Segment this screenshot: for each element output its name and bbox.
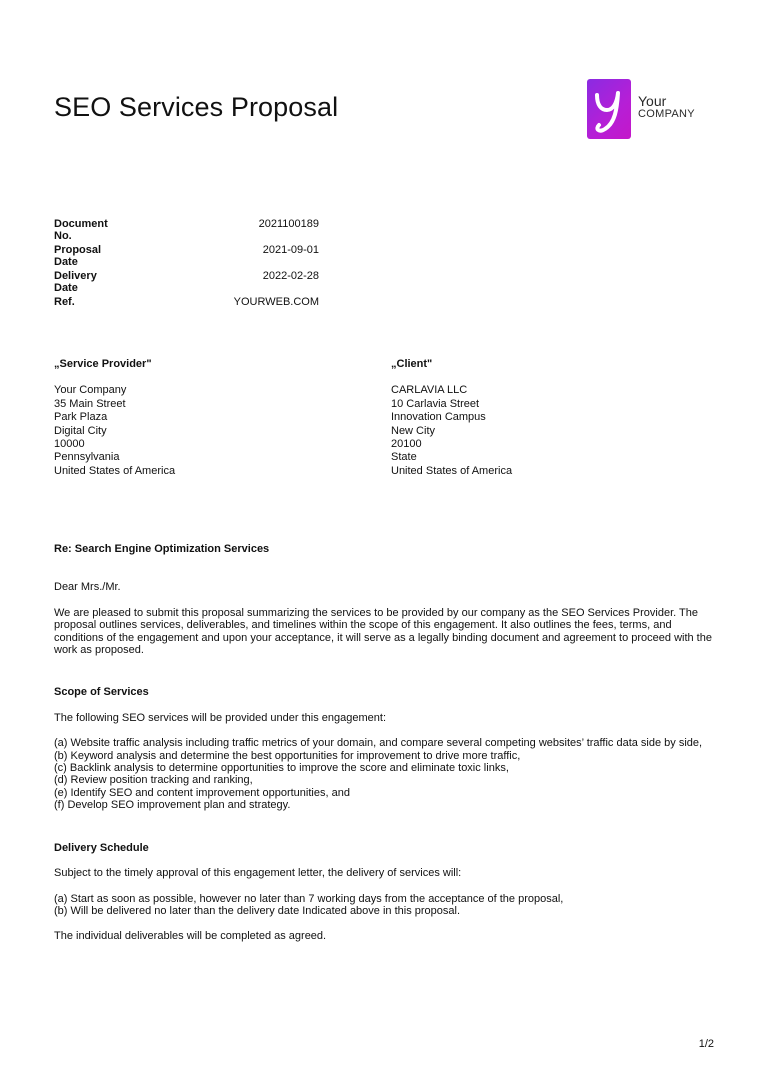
meta-value: 2021-09-01: [262, 244, 319, 256]
address-line: New City: [391, 424, 436, 437]
delivery-item: (a) Start as soon as possible, however no later than 7 working days from the acceptance of the proposal,: [54, 892, 564, 905]
party-heading: „Service Provider": [54, 358, 152, 370]
salutation: Dear Mrs./Mr.: [54, 581, 121, 594]
address-line: 35 Main Street: [54, 397, 126, 410]
delivery-closing: The individual deliverables will be completed as agreed.: [54, 930, 327, 943]
address-line: Digital City: [54, 424, 107, 437]
meta-value: 2022-02-28: [262, 270, 319, 282]
address-line: Pennsylvania: [54, 451, 120, 464]
logo-text-line2: COMPANY: [638, 108, 695, 120]
delivery-item: (b) Will be delivered no later than the delivery date Indicated above in this proposal.: [54, 904, 461, 917]
address-line: 10 Carlavia Street: [391, 397, 480, 410]
scope-item: (d) Review position tracking and ranking,: [54, 774, 253, 787]
address-line: CARLAVIA LLC: [391, 384, 468, 397]
meta-label: Delivery Date: [54, 270, 97, 294]
section-title-scope: Scope of Services: [54, 686, 149, 699]
address-line: 20100: [391, 438, 422, 451]
address-line: Innovation Campus: [391, 411, 486, 424]
service-provider-block: [54, 358, 175, 478]
company-logo: [587, 79, 717, 139]
address-line: United States of America: [54, 464, 176, 477]
address-line: Your Company: [54, 384, 127, 397]
address-line: United States of America: [391, 464, 513, 477]
client-block: [391, 358, 512, 478]
page-number: 1/2: [698, 1038, 714, 1050]
logo-text-line1: Your: [638, 93, 667, 109]
meta-label: Ref.: [54, 296, 75, 308]
address-line: 10000: [54, 438, 85, 451]
section-title-delivery: Delivery Schedule: [54, 841, 149, 854]
scope-lead: The following SEO services will be provided under this engagement:: [54, 711, 387, 724]
meta-value: 2021100189: [258, 218, 319, 230]
delivery-lead: Subject to the timely approval of this engagement letter, the delivery of services will:: [54, 867, 462, 880]
address-line: Park Plaza: [54, 411, 108, 424]
meta-label: Document No.: [54, 218, 108, 242]
intro-paragraph: We are pleased to submit this proposal summarizing the services to be provided by our company as the SEO Services Provider. The proposal outlines services, deliverables, and timelines within the scope of this engagement. It also outlines the fees, terms, and conditions of the engagement and upon your acceptance, it will serve as a legally binding document and agreement to proceed with the work as proposed.: [54, 606, 712, 657]
scope-item: (e) Identify SEO and content improvement opportunities, and: [54, 786, 350, 799]
party-heading: „Client": [391, 358, 433, 370]
scope-item: (a) Website traffic analysis including traffic metrics of your domain, and compare several competing websites’ traffic data side by side,: [54, 737, 703, 750]
meta-label: Proposal Date: [54, 244, 102, 268]
scope-item: (c) Backlink analysis to determine opportunities to improve the score and eliminate toxic links,: [54, 762, 509, 775]
document-title: SEO Services Proposal: [54, 92, 339, 122]
meta-value: YOURWEB.COM: [233, 296, 319, 308]
logo-mark-icon: [587, 79, 631, 139]
scope-item: (b) Keyword analysis and determine the best opportunities for improvement to drive more traffic,: [54, 749, 521, 762]
address-line: State: [391, 451, 417, 464]
scope-item: (f) Develop SEO improvement plan and strategy.: [54, 799, 291, 812]
letter-body: [54, 543, 714, 943]
subject-line: Re: Search Engine Optimization Services: [54, 543, 270, 555]
